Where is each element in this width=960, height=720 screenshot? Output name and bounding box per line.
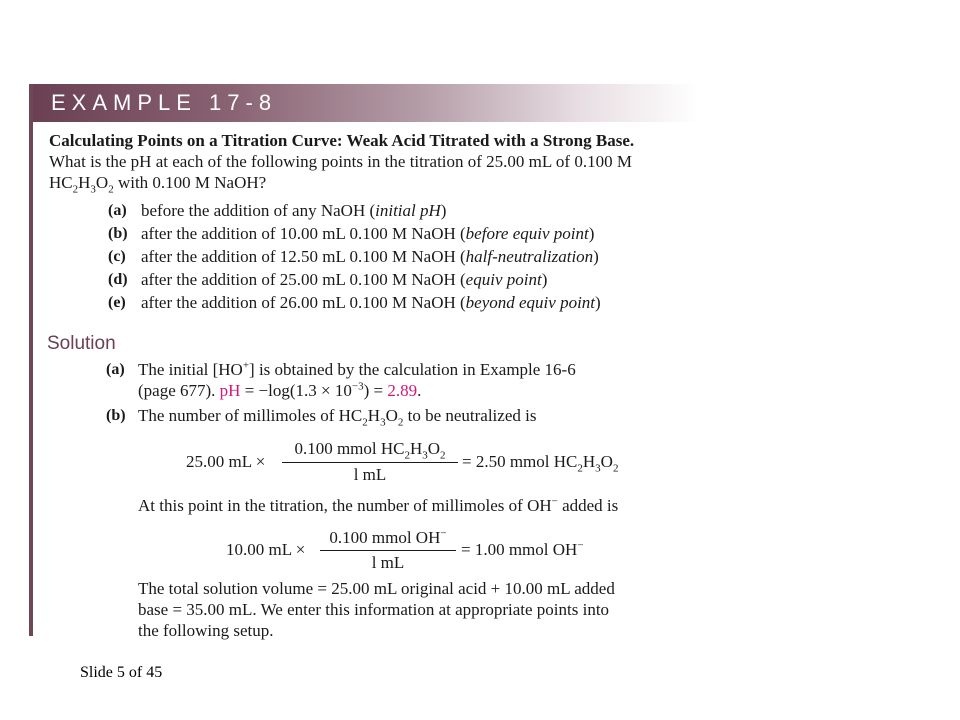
solution-heading: Solution	[47, 333, 116, 354]
solution-part-b-label: (b)	[106, 407, 126, 424]
equation-1-fraction-bar	[282, 462, 458, 463]
equation-1-numerator: 0.100 mmol $HC_2H_3O_2$	[294, 439, 446, 462]
equation-2-numerator: 0.100 mmol OH−	[329, 527, 447, 547]
solution-b-paragraph-line-2: base = 35.00 mL. We enter this information at appropriate points into	[138, 600, 610, 619]
solution-a-line-1: The initial [HO+] is obtained by the calculation in Example 16-6	[138, 359, 576, 379]
solution-b-line-2: At this point in the titration, the number of millimoles of OH− added is	[138, 495, 619, 515]
equation-2-fraction-bar	[320, 550, 456, 551]
equation-1-denominator: l mL	[353, 465, 387, 484]
solution-a-line-2: (page 677). pH = $-\log(1.3 \times 10^{-3}) = 2.89$.	[138, 380, 422, 400]
ph-highlight: pH	[219, 381, 241, 400]
example-banner-title: EXAMPLE 17-8	[51, 90, 278, 115]
slide-content: Calculating Points on a Titration Curve: Weak Acid Titrated with a Strong Base. What is the pH at each of the following points in the titration of 25.00 mL of 0.100 M $HC_2H_3O_2$ with 0.100 M NaOH? (a) before the addition of any NaOH (initial pH) (b) after the addition of 10.00 mL 0.100 M NaOH (before equiv point) (c) after the addition of 12.50 mL 0.100 M NaOH (half-neutralization) (d) after the addition of 25.00 mL 0.100 M NaOH (equiv point) (e) after the addition of 26.00 mL 0.100 M NaOH (beyond equiv point) Solution (a) The initial [HO+] is obtained by the calculation in Example 16-6 (page 677). pH = $-\log(1.3 \times 10^{-3}) = 2.89$. (b) The number of millimoles of $HC_2H_3O_2$ to be neutralized is 25.00 mL × 0.100 mmol $HC_2H_3O_2$ l mL = 2.50 mmol $HC_2H_3O_2$ At this point in the titration, the number of millimoles of OH− added is 10.00 mL × 0.100 mmol OH− l mL = 1.00 mmol OH− The total solution volume = 25.00 mL original acid + 10.00 mL added base = 35.00 mL. We enter this information at appropriate points into the following setup.	[47, 131, 635, 640]
example-title: Calculating Points on a Titration Curve: Weak Acid Titrated with a Strong Base.	[49, 131, 635, 150]
equation-2-denominator: l mL	[371, 553, 405, 572]
solution-part-a-label: (a)	[106, 361, 125, 378]
slide-number: Slide 5 of 45	[80, 664, 163, 681]
question-line-1: What is the pH at each of the following points in the titration of 25.00 mL of 0.100 M	[49, 152, 632, 171]
equation-2-result: = 1.00 mmol OH−	[461, 539, 584, 559]
solution-b-line-1: The number of millimoles of $HC_2H_3O_2$ to be neutralized is	[138, 406, 537, 429]
solution-b-paragraph-line-3: the following setup.	[138, 621, 274, 640]
equation-1-result: = 2.50 mmol $HC_2H_3O_2$	[462, 452, 619, 475]
question-line-2: $HC_2H_3O_2$ with 0.100 M NaOH?	[49, 173, 267, 196]
ph-result-highlight: 2.89	[387, 381, 418, 400]
solution-b-paragraph-line-1: The total solution volume = 25.00 mL original acid + 10.00 mL added	[138, 579, 615, 598]
